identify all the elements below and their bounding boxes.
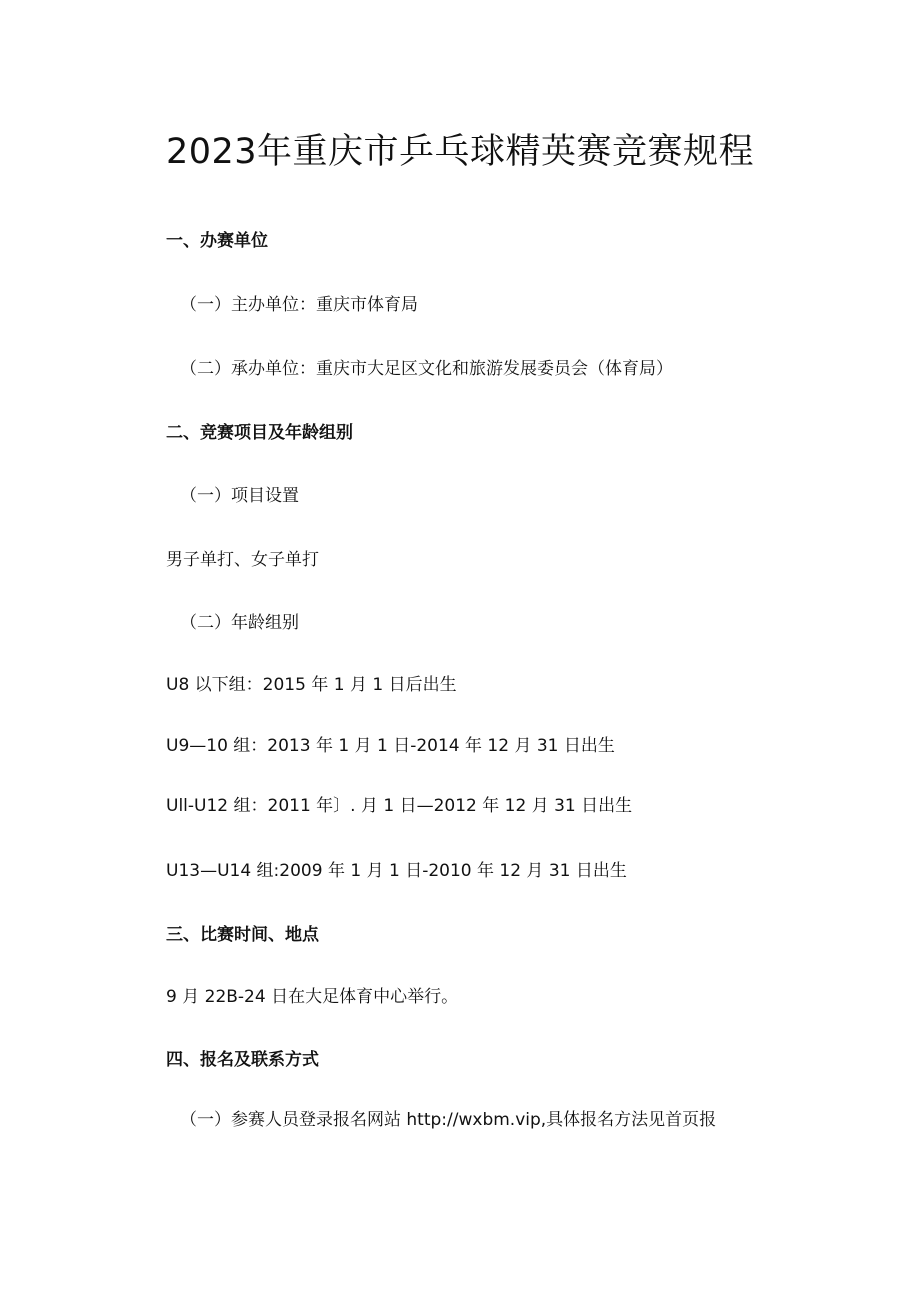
events-list-line: 男子单打、女子单打	[166, 550, 319, 570]
age-group-u8-line: U8 以下组：2015 年 1 月 1 日后出生	[166, 675, 457, 695]
section-heading-events-age-groups: 二、竞赛项目及年龄组别	[166, 423, 353, 443]
document-title: 2023年重庆市乒乓球精英赛竞赛规程	[165, 132, 755, 172]
age-group-u11-u12-line: Ull-U12 组：2011 年〕. 月 1 日—2012 年 12 月 31 日出生	[166, 796, 633, 816]
host-unit-line: （一）主办单位：重庆市体育局	[180, 295, 418, 315]
age-group-u13-u14-line: U13—U14 组:2009 年 1 月 1 日-2010 年 12 月 31 日出生	[166, 861, 627, 881]
age-group-u9-u10-line: U9—10 组：2013 年 1 月 1 日-2014 年 12 月 31 日出生	[166, 736, 615, 756]
age-groups-subheading: （二）年龄组别	[180, 613, 299, 633]
section-heading-registration-contact: 四、报名及联系方式	[166, 1050, 319, 1070]
section-heading-organizers: 一、办赛单位	[166, 231, 268, 251]
organizer-unit-line: （二）承办单位：重庆市大足区文化和旅游发展委员会（体育局）	[180, 359, 673, 379]
registration-website-line: （一）参赛人员登录报名网站 http://wxbm.vip,具体报名方法见首页报	[180, 1110, 717, 1130]
event-settings-subheading: （一）项目设置	[180, 486, 299, 506]
section-heading-time-venue: 三、比赛时间、地点	[166, 925, 319, 945]
time-venue-line: 9 月 22B-24 日在大足体育中心举行。	[166, 987, 459, 1007]
